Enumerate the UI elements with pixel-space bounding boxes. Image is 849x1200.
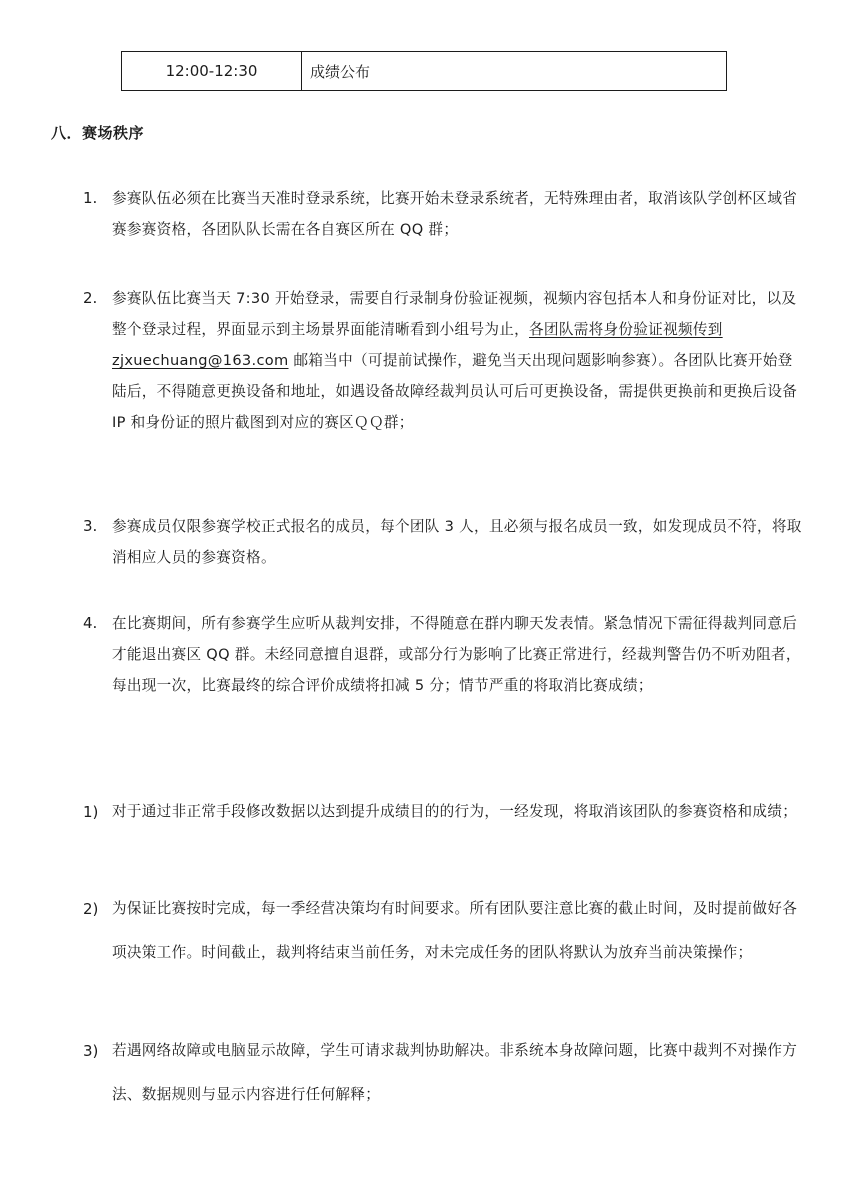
list-item-text: 参赛队伍必须在比赛当天准时登录系统，比赛开始未登录系统者，无特殊理由者，取消该队学创杯区域省赛参赛资格，各团队队长需在各自赛区所在 QQ 群； — [112, 190, 798, 238]
sub-item-number: 3) — [83, 1042, 99, 1060]
sub-item-number: 1) — [83, 803, 99, 821]
list-item-text-part: 参赛队伍比赛当天 7:30 开始登录，需要自行录制身份验证视频，视频内容包括本人和身份证对比，以及整个登录过程，界面显示到主场景界面能清晰看到小组号为止， — [112, 290, 797, 338]
schedule-table-row — [121, 51, 727, 91]
email-instruction-underlined: 各团队需将身份验证视频传到 zjxuechuang@163.com — [112, 321, 723, 369]
list-item-text: 在比赛期间，所有参赛学生应听从裁判安排，不得随意在群内聊天发表情。紧急情况下需征得裁判同意后才能退出赛区 QQ 群。未经同意擅自退群，或部分行为影响了比赛正常进行，经裁判警告仍不听劝阻者，每出现一次，比赛最终的综合评价成绩将扣减 5 分；情节严重的将取消比赛成绩； — [112, 615, 801, 694]
schedule-event-cell: 成绩公布 — [310, 62, 371, 81]
sub-item-text: 对于通过非正常手段修改数据以达到提升成绩目的的行为，一经发现，将取消该团队的参赛资格和成绩； — [112, 803, 798, 820]
list-item-number: 4. — [83, 614, 98, 632]
sub-item-text: 为保证比赛按时完成，每一季经营决策均有时间要求。所有团队要注意比赛的截止时间，及时提前做好各项决策工作。时间截止，裁判将结束当前任务，对未完成任务的团队将默认为放弃当前决策操作； — [112, 900, 798, 961]
list-item-text — [112, 283, 802, 438]
list-item-number: 2. — [83, 289, 98, 307]
schedule-time-cell: 12:00-12:30 — [122, 52, 302, 90]
section-heading: 八．赛场秩序 — [51, 124, 145, 142]
list-item-text: 参赛成员仅限参赛学校正式报名的成员，每个团队 3 人，且必须与报名成员一致，如发现成员不符，将取消相应人员的参赛资格。 — [112, 518, 802, 566]
sub-item-number: 2) — [83, 900, 99, 918]
list-item-number: 3. — [83, 517, 98, 535]
sub-item-text: 若遇网络故障或电脑显示故障，学生可请求裁判协助解决。非系统本身故障问题，比赛中裁判不对操作方法、数据规则与显示内容进行任何解释； — [112, 1042, 798, 1103]
list-item-text-part: 邮箱当中（可提前试操作，避免当天出现问题影响参赛）。各团队比赛开始登陆后，不得随意更换设备和地址，如遇设备故障经裁判员认可后可更换设备，需提供更换前和更换后设备 IP 和身份证的照片截图到对应的赛区ＱＱ群； — [112, 352, 798, 431]
list-item-number: 1. — [83, 189, 98, 207]
